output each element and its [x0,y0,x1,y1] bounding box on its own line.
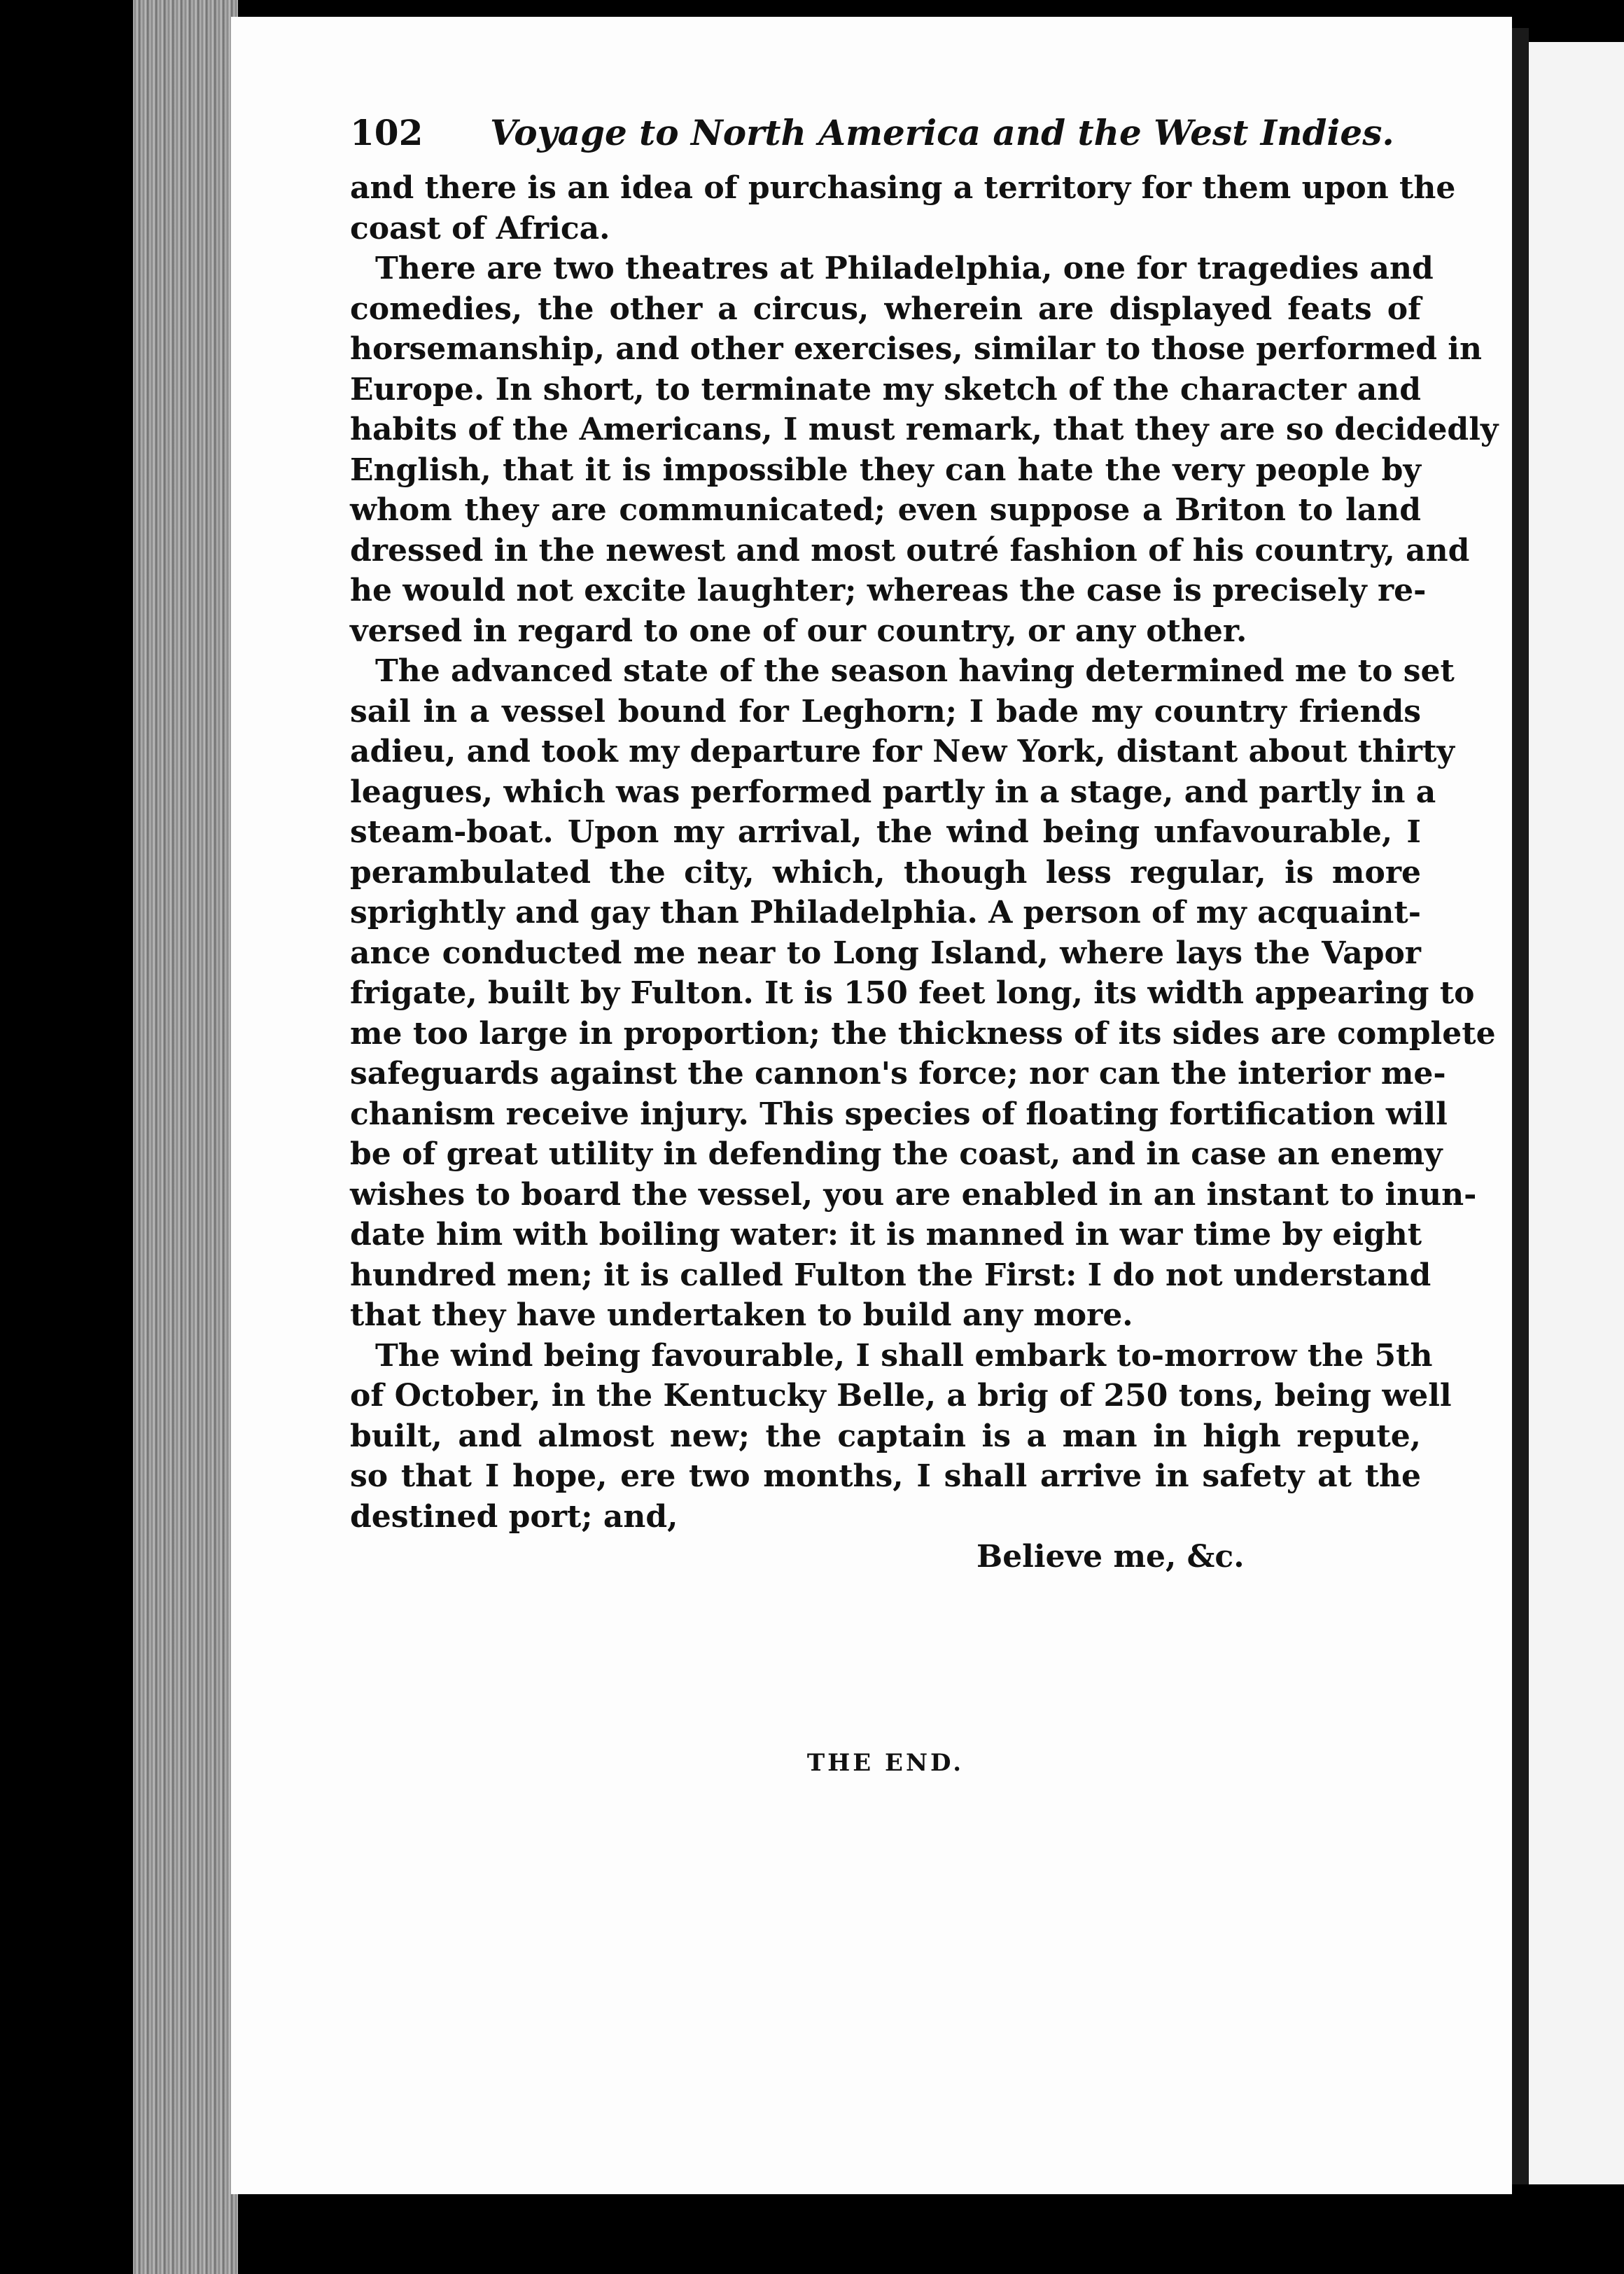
text-line: steam-boat. Upon my arrival, the wind being unfavourable, I [350,814,1421,850]
text-line: sail in a vessel bound for Leghorn; I bade my country friends [350,693,1421,730]
text-line: adieu, and took my departure for New York, distant about thirty [350,734,1455,769]
text-line: destined port; and, [350,1498,678,1535]
text-line: that they have undertaken to build any more. [350,1297,1133,1333]
page-number: 102 [350,112,424,153]
text-line: safeguards against the cannon's force; nor can the interior me- [350,1056,1446,1091]
text-line: ance conducted me near to Long Island, where lays the Vapor [350,935,1421,971]
text-line: dressed in the newest and most outré fashion of his country, and [350,532,1470,568]
letter-signoff: Believe me, &c. [976,1539,1245,1575]
the-end-label: THE END. [806,1749,965,1777]
page-text-block [350,112,1499,1577]
text-line: me too large in proportion; the thickness of its sides are complete [350,1015,1496,1052]
text-line: date him with boiling water: it is manned in war time by eight [350,1217,1422,1253]
text-line: so that I hope, ere two months, I shall arrive in safety at the [350,1458,1421,1494]
book-page-edges [133,0,238,2274]
text-line: wishes to board the vessel, you are enabled in an instant to inun- [350,1176,1477,1213]
running-header [350,112,1421,168]
text-line: be of great utility in defending the coast, and in case an enemy [350,1136,1443,1172]
text-line: he would not excite laughter; whereas the case is precisely re- [350,573,1427,608]
text-line: The wind being favourable, I shall embark to-morrow the 5th [375,1337,1433,1374]
binding-shadow [1512,28,1529,2184]
text-line: comedies, the other a circus, wherein are displayed feats of [350,291,1421,327]
text-line: horsemanship, and other exercises, similar to those performed in [350,331,1482,367]
text-line: whom they are communicated; even suppose a Briton to land [350,492,1421,528]
text-line: English, that it is impossible they can hate the very people by [350,452,1421,488]
text-line: habits of the Americans, I must remark, that they are so decidedly [350,412,1499,447]
text-line: chanism receive injury. This species of floating fortification will [350,1096,1448,1132]
text-line: hundred men; it is called Fulton the First: I do not understand [350,1257,1432,1293]
text-line: of October, in the Kentucky Belle, a brig of 250 tons, being well [350,1378,1452,1414]
text-line: leagues, which was performed partly in a stage, and partly in a [350,774,1436,810]
text-line: There are two theatres at Philadelphia, one for tragedies and [375,251,1434,286]
text-line: versed in regard to one of our country, or any other. [350,613,1247,649]
text-line: Europe. In short, to terminate my sketch of the character and [350,371,1421,407]
text-line: coast of Africa. [350,210,610,246]
text-line: sprightly and gay than Philadelphia. A person of my acquaint- [350,895,1421,930]
text-line: built, and almost new; the captain is a man in high repute, [350,1418,1421,1454]
running-title: Voyage to North America and the West Indies. [490,112,1394,153]
text-line: perambulated the city, which, though less regular, is more [350,854,1421,891]
facing-page-strip [1529,42,1624,2184]
text-line: and there is an idea of purchasing a territory for them upon the [350,170,1456,206]
text-line: frigate, built by Fulton. It is 150 feet long, its width appearing to [350,975,1475,1011]
text-line: The advanced state of the season having determined me to set [375,653,1455,689]
